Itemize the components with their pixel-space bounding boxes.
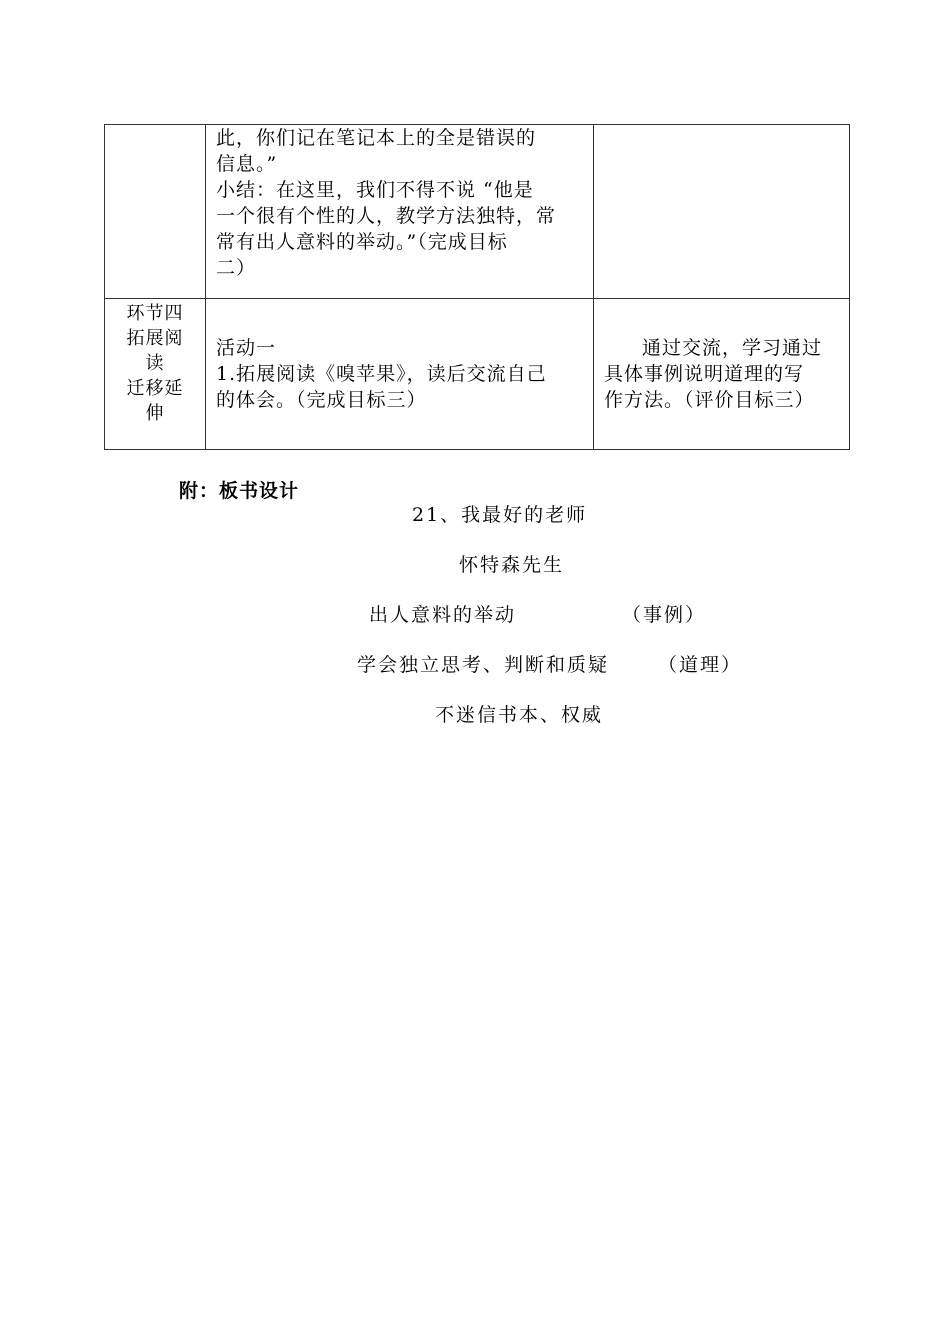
text-line: 信息。” bbox=[216, 153, 278, 175]
text-line: 作方法。（评价目标三） bbox=[604, 389, 815, 411]
text-line: 具体事例说明道理的写 bbox=[604, 363, 805, 385]
text-line: 的体会。（完成目标三） bbox=[216, 389, 427, 411]
stage-label-line: 拓展阅 bbox=[126, 328, 184, 349]
board-subject: 怀特森先生 bbox=[459, 554, 565, 576]
text-line: 小结：在这里，我们不得不说 “他是 bbox=[216, 179, 534, 201]
activity-cell bbox=[206, 299, 594, 450]
board-line1-text: 出人意料的举动 bbox=[369, 604, 517, 626]
stage-cell bbox=[105, 125, 206, 299]
activity-cell bbox=[206, 125, 594, 299]
stage-cell bbox=[105, 299, 206, 450]
evaluation-cell bbox=[594, 125, 850, 299]
text-line: 一个很有个性的人，教学方法独特，常 bbox=[216, 205, 557, 227]
stage-label-line: 环节四 bbox=[126, 303, 184, 324]
board-line2-text: 学会独立思考、判断和质疑 bbox=[357, 654, 610, 676]
stage-label-line: 伸 bbox=[145, 403, 165, 424]
stage-label-line: 迁移延 bbox=[126, 378, 184, 399]
evaluation-cell bbox=[594, 299, 850, 450]
board-line3-text: 不迷信书本、权威 bbox=[435, 704, 604, 726]
lesson-plan-table bbox=[104, 124, 850, 450]
text-line: 常有出人意料的举动。”（完成目标 bbox=[216, 231, 508, 253]
table-row bbox=[105, 125, 850, 299]
text-line: 活动一 bbox=[216, 337, 277, 359]
table-row bbox=[105, 299, 850, 450]
text-line: 此，你们记在笔记本上的全是错误的 bbox=[216, 127, 537, 149]
stage-label-line: 读 bbox=[145, 353, 165, 374]
text-line: 1.拓展阅读《嗅苹果》，读后交流自己 bbox=[216, 363, 547, 385]
text-line: 通过交流，学习通过 bbox=[642, 337, 823, 359]
board-line2-tag: （道理） bbox=[658, 654, 743, 676]
board-title: 21、我最好的老师 bbox=[412, 504, 588, 526]
board-line1-tag: （事例） bbox=[622, 604, 707, 626]
text-line: 二） bbox=[216, 257, 257, 279]
appendix-heading: 附：板书设计 bbox=[179, 480, 300, 502]
